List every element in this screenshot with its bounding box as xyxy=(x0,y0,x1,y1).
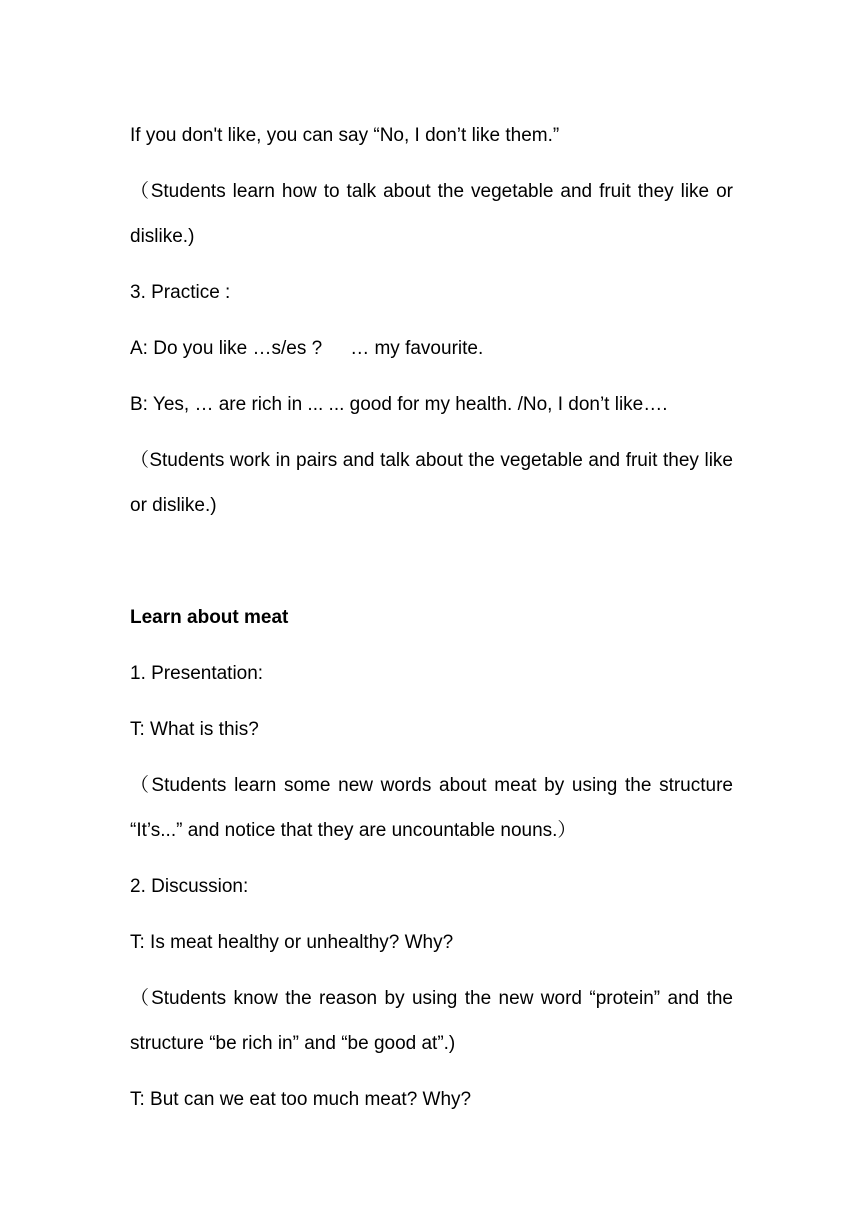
paragraph-practice-heading: 3. Practice : xyxy=(130,282,231,303)
dialogue-a-question: A: Do you like …s/es ? xyxy=(130,338,323,359)
paragraph-students-know-reason: （Students know the reason by using the new word “protein” and the structure “be rich in” and “be good at”.) xyxy=(130,988,733,1054)
paragraph-dialogue-b: B: Yes, … are rich in ... ... good for my health. /No, I don’t like…. xyxy=(130,394,668,415)
section-heading-learn-about-meat: Learn about meat xyxy=(130,607,289,628)
paragraph-what-is-this: T: What is this? xyxy=(130,719,259,740)
paragraph-students-learn-meat-words: （Students learn some new words about meat by using the structure “It’s...” and notice that they are uncountable nouns.） xyxy=(130,775,733,841)
paragraph-students-work-in-pairs: （Students work in pairs and talk about the vegetable and fruit they like or dislike.) xyxy=(130,450,733,516)
paragraph-dialogue-a xyxy=(130,326,733,371)
document-body xyxy=(130,113,733,1133)
paragraph-discussion-heading: 2. Discussion: xyxy=(130,876,249,897)
paragraph-meat-healthy-question: T: Is meat healthy or unhealthy? Why? xyxy=(130,932,454,953)
dialogue-a-favourite: … my favourite. xyxy=(350,338,484,359)
paragraph-too-much-meat-question: T: But can we eat too much meat? Why? xyxy=(130,1089,472,1110)
paragraph-dislike-sentence: If you don't like, you can say “No, I don’t like them.” xyxy=(130,125,560,146)
paragraph-students-learn-like-dislike: （Students learn how to talk about the vegetable and fruit they like or dislike.) xyxy=(130,181,733,247)
blank-line xyxy=(130,539,733,584)
paragraph-presentation-heading: 1. Presentation: xyxy=(130,663,264,684)
